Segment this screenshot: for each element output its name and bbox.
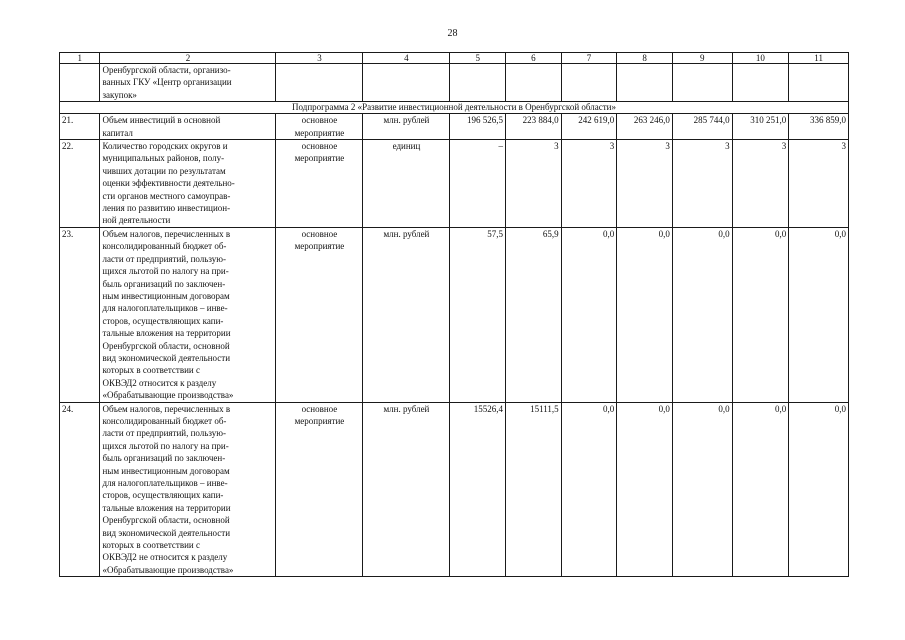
value-cell: 15111,5 <box>506 402 562 577</box>
column-number-row <box>60 53 849 64</box>
value-cell: 3 <box>789 140 849 228</box>
value-cell: 310 251,0 <box>732 114 789 140</box>
value-cell: 0,0 <box>732 227 789 402</box>
value-cell: 0,0 <box>672 402 732 577</box>
column-number: 8 <box>617 53 673 64</box>
value-cell: 65,9 <box>506 227 562 402</box>
unit: единиц <box>363 140 450 228</box>
value-cell: 0,0 <box>672 227 732 402</box>
unit: млн. рублей <box>363 402 450 577</box>
page-number: 28 <box>447 28 458 39</box>
row-number: 23. <box>60 227 100 402</box>
value-cell: – <box>450 140 506 228</box>
value-cell: 0,0 <box>789 227 849 402</box>
column-number: 11 <box>789 53 849 64</box>
measure-type: основное мероприятие <box>276 140 363 228</box>
value-cell: 0,0 <box>617 227 673 402</box>
value-cell: 196 526,5 <box>450 114 506 140</box>
column-number: 2 <box>100 53 276 64</box>
table-row <box>60 140 849 228</box>
value-cell: 223 884,0 <box>506 114 562 140</box>
indicators-table <box>59 52 849 577</box>
indicator-name: Объем инвестиций в основной капитал <box>100 114 276 140</box>
value-cell: 3 <box>506 140 562 228</box>
column-number: 10 <box>732 53 789 64</box>
measure-type: основное мероприятие <box>276 227 363 402</box>
value-cell: 57,5 <box>450 227 506 402</box>
row-number: 21. <box>60 114 100 140</box>
column-number: 6 <box>506 53 562 64</box>
value-cell: 3 <box>672 140 732 228</box>
table-row <box>60 402 849 577</box>
column-number: 7 <box>561 53 617 64</box>
unit: млн. рублей <box>363 227 450 402</box>
continuation-row <box>60 64 849 102</box>
column-number: 4 <box>363 53 450 64</box>
row-number: 24. <box>60 402 100 577</box>
value-cell: 15526,4 <box>450 402 506 577</box>
value-cell: 0,0 <box>789 402 849 577</box>
value-cell: 263 246,0 <box>617 114 673 140</box>
indicator-name: Объем налогов, перечисленных в консолидированный бюджет об- ласти от предприятий, пользую- щихся льготой по налогу на при- быль организаций по заключен- ным инвестиционным договорам для налогоплательщиков – инве- сторов, осуществляющих капи- тальные вложения на территории Оренбургской области, основной вид экономической деятельности которых в соответствии с ОКВЭД2 относится к разделу «Обрабатывающие производства» <box>100 227 276 402</box>
measure-type: основное мероприятие <box>276 114 363 140</box>
indicator-name: Объем налогов, перечисленных в консолидированный бюджет об- ласти от предприятий, пользую- щихся льготой по налогу на при- быль организаций по заключен- ным инвестиционным договорам для налогоплательщиков – инве- сторов, осуществляющих капи- тальные вложения на территории Оренбургской области, основной вид экономической деятельности которых в соответствии с ОКВЭД2 не относится к разделу «Обрабатывающие производства» <box>100 402 276 577</box>
subprogram-row <box>60 102 849 114</box>
value-cell: 3 <box>617 140 673 228</box>
column-number: 5 <box>450 53 506 64</box>
indicator-name: Количество городских округов и муниципальных районов, полу- чивших дотации по результатам оценки эффективности деятельно- сти органов местного самоуправ- ления по развитию инвестицион- ной деятельности <box>100 140 276 228</box>
table-row <box>60 227 849 402</box>
value-cell: 3 <box>561 140 617 228</box>
column-number: 1 <box>60 53 100 64</box>
column-number: 3 <box>276 53 363 64</box>
value-cell: 242 619,0 <box>561 114 617 140</box>
value-cell: 0,0 <box>732 402 789 577</box>
unit: млн. рублей <box>363 114 450 140</box>
column-number: 9 <box>672 53 732 64</box>
value-cell: 285 744,0 <box>672 114 732 140</box>
value-cell: 3 <box>732 140 789 228</box>
row-number: 22. <box>60 140 100 228</box>
subprogram-title: Подпрограмма 2 «Развитие инвестиционной деятельности в Оренбургской области» <box>60 102 849 114</box>
table-row <box>60 114 849 140</box>
value-cell: 0,0 <box>561 227 617 402</box>
value-cell: 0,0 <box>561 402 617 577</box>
continuation-name: Оренбургской области, организо- ванных ГКУ «Центр организации закупок» <box>100 64 276 102</box>
value-cell: 0,0 <box>617 402 673 577</box>
value-cell: 336 859,0 <box>789 114 849 140</box>
measure-type: основное мероприятие <box>276 402 363 577</box>
